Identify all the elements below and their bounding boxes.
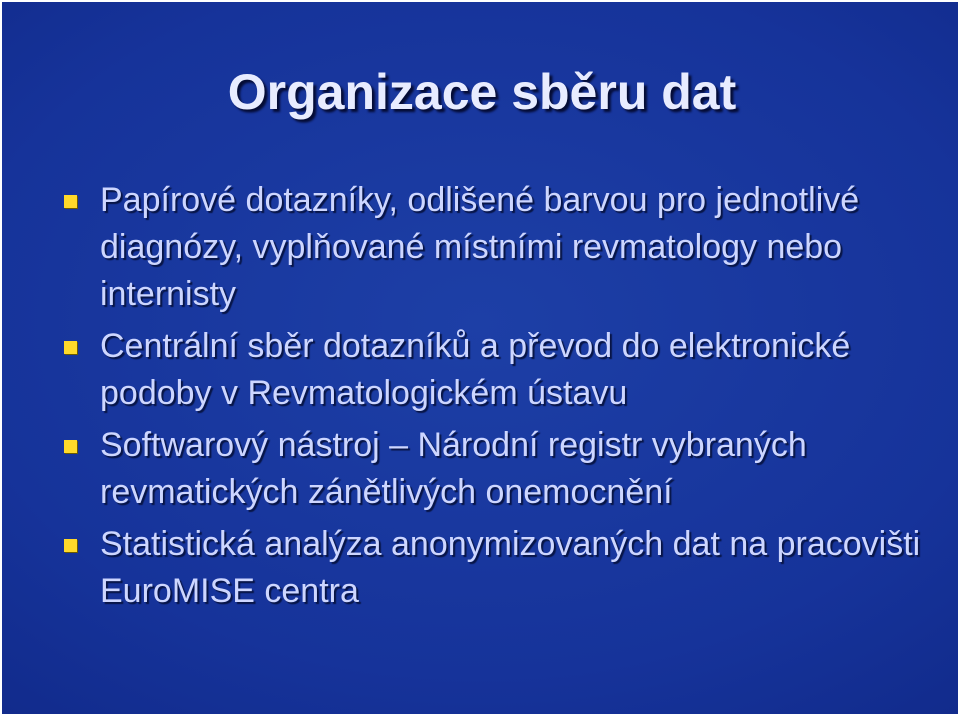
square-bullet-icon [64,195,77,208]
bullet-item [64,422,924,516]
bullet-item [64,521,924,615]
bullet-text: Centrální sběr dotazníků a převod do elektronické podoby v Revmatologickém ústavu [100,327,851,412]
bullet-text: Statistická analýza anonymizovaných dat na pracovišti EuroMISE centra [100,525,921,610]
bullet-text: Papírové dotazníky, odlišené barvou pro jednotlivé diagnózy, vyplňované místními revmatology nebo internisty [100,181,860,313]
square-bullet-icon [64,440,77,453]
square-bullet-icon [64,539,77,552]
slide-title: Organizace sběru dat [227,64,737,120]
bullet-list [64,177,924,620]
bullet-text: Softwarový nástroj – Národní registr vybraných revmatických zánětlivých onemocnění [100,426,807,511]
bullet-item [64,323,924,417]
square-bullet-icon [64,341,77,354]
bullet-item [64,177,924,318]
